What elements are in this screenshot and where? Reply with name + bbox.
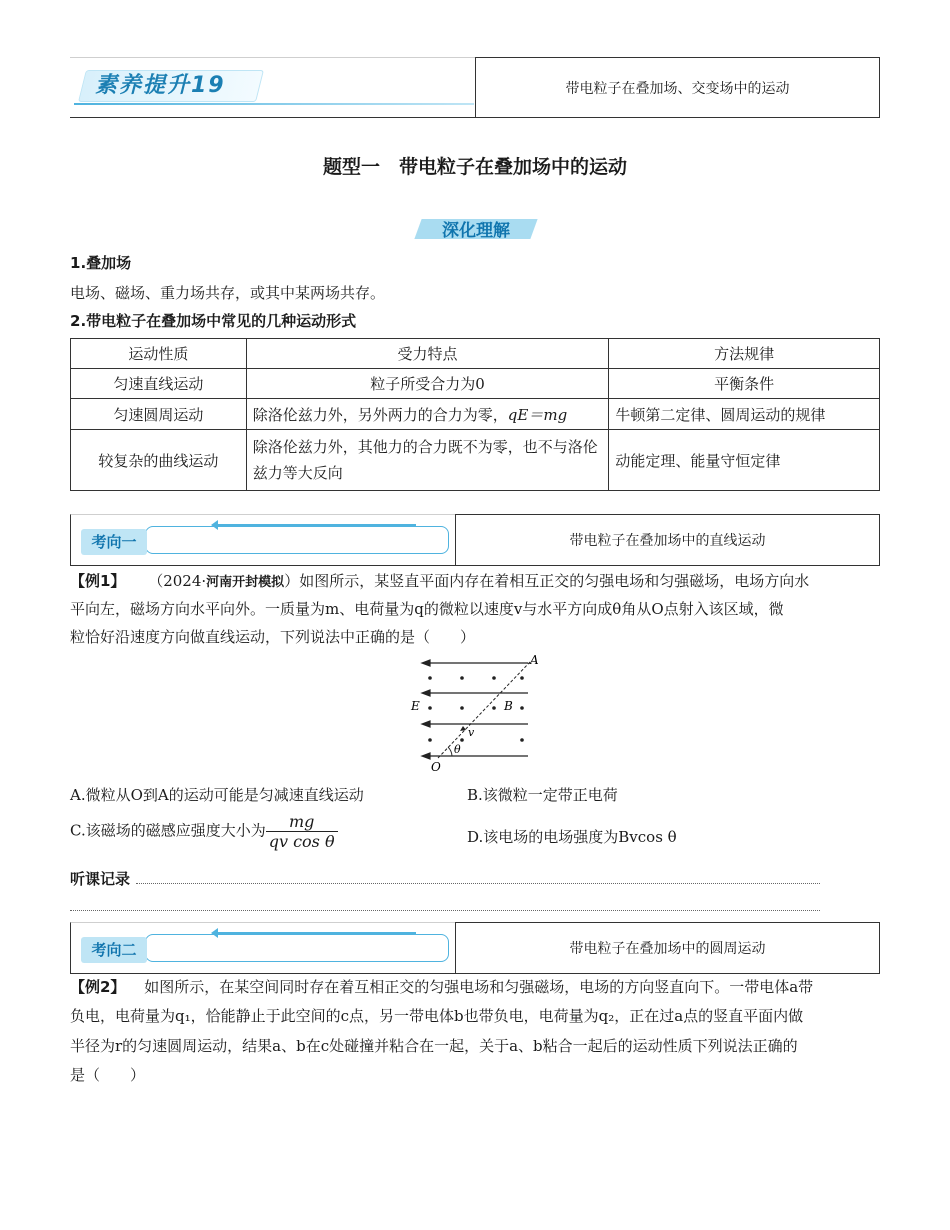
label-theta: θ [454,743,461,756]
label-v: v [468,726,475,739]
table-cell: 粒子所受合力为0 [246,369,609,399]
arrow-left-icon [422,690,430,696]
section1-num: 1 [70,254,81,272]
example2-label: 【例2】 [70,978,126,996]
trajectory-line [438,662,530,758]
option-c-fraction [266,812,338,851]
header-topic: 带电粒子在叠加场、交变场中的运动 [475,57,880,118]
example1-source: 河南开封模拟 [206,575,285,590]
arrow-left-icon [422,721,430,727]
section2-heading-text: .带电粒子在叠加场中常见的几种运动形式 [80,312,357,330]
table-header: 受力特点 [246,339,609,369]
notes-line[interactable] [70,910,820,911]
motion-table [70,338,880,491]
section2-num: 2 [70,312,81,330]
example1-label: 【例1】 [70,572,126,590]
example1-source-post: ） [284,572,300,590]
notes-line[interactable] [136,883,820,884]
example2-line3: 半径为r的匀速圆周运动，结果a、b在c处碰撞并粘合在一起，关于a、b粘合一起后的运动性质下列说法正确的 [70,1037,798,1055]
table-cell [246,399,609,430]
table-cell: 动能定理、能量守恒定律 [609,430,880,491]
example2-line1 [70,976,885,997]
example2-text: 如图所示，在某空间同时存在着互相正交的匀强电场和匀强磁场，电场的方向竖直向下。一带电体a带 [144,978,814,996]
kaoxiang1-pill [145,526,449,554]
option-c-text: C.该磁场的磁感应强度大小为 [70,821,266,840]
kaoxiang2-left [70,922,456,974]
kaoxiang2-topic: 带电粒子在叠加场中的圆周运动 [455,922,880,974]
option-c [70,812,338,851]
example1-source-pre: （2024· [148,572,207,590]
field-diagram [400,652,550,774]
subtitle: 深化理解 [442,221,510,241]
example2-line2: 负电，电荷量为q₁，恰能静止于此空间的c点，另一带电体b也带负电，电荷量为q₂，正在过a点的竖直平面内做 [70,1007,804,1025]
kaoxiang1-topic: 带电粒子在叠加场中的直线运动 [455,514,880,566]
example2-line4: 是（ ） [70,1066,146,1084]
table-cell-text: 除洛伦兹力外，另外两力的合力为零， [252,405,508,424]
option-a: A.微粒从O到A的运动可能是匀减速直线运动 [70,786,364,804]
kaoxiang2-tag: 考向二 [81,937,147,963]
table-cell: 牛顿第二定律、圆周运动的规律 [609,399,880,430]
arrow-left-icon [216,932,416,934]
table-cell: 匀速圆周运动 [71,399,247,430]
page-title: 题型一 带电粒子在叠加场中的运动 [322,156,627,178]
table-header: 运动性质 [71,339,247,369]
section1-heading [70,252,131,273]
label-E: E [411,699,420,713]
notes-label: 听课记录 [70,870,131,888]
arrow-left-icon [422,753,430,759]
velocity-arrow-icon [460,726,466,731]
option-b: B.该微粒一定带正电荷 [467,786,618,804]
kaoxiang1-left [70,514,456,566]
table-header: 方法规律 [609,339,880,369]
table-cell: 匀速直线运动 [71,369,247,399]
section2-heading [70,310,356,331]
table-cell: 平衡条件 [609,369,880,399]
kaoxiang2-pill [145,934,449,962]
fraction-numerator: mg [266,812,338,832]
arrow-left-icon [216,524,416,526]
example1-text: 如图所示，某竖直平面内存在着相互正交的匀强电场和匀强磁场，电场方向水 [299,572,810,590]
example1-line2: 平向左，磁场方向水平向外。一质量为m、电荷量为q的微粒以速度v与水平方向成θ角从O点射入该区域，微 [70,600,784,618]
brand-underline [74,103,474,105]
section1-heading-text: .叠加场 [80,254,132,272]
table-formula: qE＝mg [507,405,568,424]
table-cell: 除洛伦兹力外，其他力的合力既不为零，也不与洛伦兹力等大反向 [246,430,609,491]
kaoxiang1-tag: 考向一 [81,529,147,555]
option-d: D.该电场的电场强度为Bvcos θ [467,828,677,846]
kaoxiang1-bar [70,514,880,566]
example1-line1 [70,570,880,591]
label-A: A [530,653,539,667]
kaoxiang2-bar [70,922,880,974]
arrow-left-icon [422,660,430,666]
label-B: B [504,699,513,713]
fraction-denominator: qv cos θ [268,832,335,851]
angle-arc [448,747,452,756]
table-cell: 较复杂的曲线运动 [71,430,247,491]
brand-title: 素养提升19 [95,73,226,98]
example1-line3: 粒恰好沿速度方向做直线运动，下列说法中正确的是（ ） [70,628,476,646]
label-O: O [431,760,441,774]
section1-text: 电场、磁场、重力场共存，或其中某两场共存。 [70,284,386,302]
